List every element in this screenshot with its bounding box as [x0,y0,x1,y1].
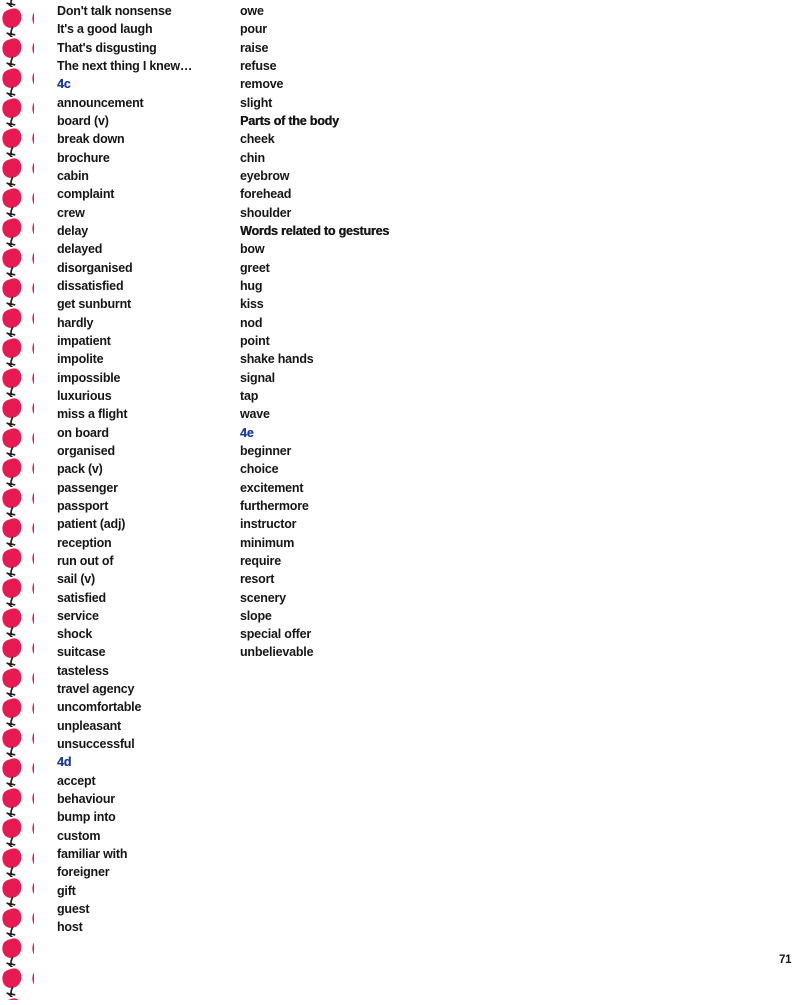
word-entry: refuse [240,58,277,73]
word-entry: raise [240,40,269,55]
word-entry: host [57,920,83,935]
word-entry: wave [240,407,270,422]
word-entry: sail (v) [57,572,95,587]
word-entry: bump into [57,810,116,825]
word-entry: signal [240,370,275,385]
word-entry: minimum [240,535,295,550]
word-entry: announcement [57,95,144,110]
spiral-binding-coil-icon [0,0,34,1000]
word-entry: slope [240,608,272,623]
word-entry: furthermore [240,498,309,513]
word-entry: hug [240,278,263,293]
word-entry: custom [57,828,101,843]
word-entry: shock [57,627,93,642]
word-entry: get sunburnt [57,297,131,312]
spiral-binding [0,0,34,1000]
word-entry: choice [240,462,279,477]
word-entry: unpleasant [57,718,121,733]
word-entry: The next thing I knew… [57,58,193,73]
word-entry: impatient [57,333,111,348]
word-entry: crew [57,205,85,220]
word-entry: pack (v) [57,462,103,477]
word-entry: passenger [57,480,118,495]
section-label: 4d [57,755,72,770]
word-entry: tap [240,388,259,403]
word-entry: cheek [240,132,275,147]
word-entry: luxurious [57,388,112,403]
word-entry: greet [240,260,270,275]
section-label: 4c [57,77,71,92]
word-entry: patient (adj) [57,517,126,532]
word-entry: run out of [57,553,114,568]
category-header: Parts of the body [240,113,339,128]
word-column-left [57,2,257,937]
word-entry: eyebrow [240,168,290,183]
word-entry: satisfied [57,590,106,605]
word-entry: point [240,333,270,348]
word-entry: Don't talk nonsense [57,4,172,18]
word-column-right [240,2,440,662]
word-entry: special offer [240,627,312,642]
word-entry: instructor [240,517,297,532]
word-entry: slight [240,95,273,110]
word-entry: passport [57,498,109,513]
word-entry: chin [240,150,265,165]
word-entry: board (v) [57,113,109,128]
word-entry: shoulder [240,205,292,220]
word-entry: foreigner [57,865,110,880]
word-entry: It's a good laugh [57,22,153,37]
word-entry: travel agency [57,682,135,697]
word-entry: miss a flight [57,407,128,422]
word-entry: suitcase [57,645,106,660]
word-entry: remove [240,77,284,92]
page-number: 71 [779,954,792,966]
word-entry: break down [57,132,125,147]
word-entry: gift [57,883,76,898]
word-entry: shake hands [240,352,314,367]
word-entry: guest [57,902,90,917]
word-entry: nod [240,315,263,330]
word-entry: excitement [240,480,304,495]
word-entry: unbelievable [240,645,314,660]
word-entry: kiss [240,297,264,312]
word-entry: That's disgusting [57,40,157,55]
word-entry: dissatisfied [57,278,124,293]
word-entry: organised [57,443,115,458]
word-entry: unsuccessful [57,737,135,752]
category-header: Words related to gestures [240,223,389,238]
word-entry: scenery [240,590,286,605]
word-entry: impolite [57,352,104,367]
word-entry: complaint [57,187,115,202]
word-entry: bow [240,242,265,257]
word-entry: reception [57,535,112,550]
word-entry: uncomfortable [57,700,142,715]
word-entry: familiar with [57,847,128,862]
word-entry: beginner [240,443,292,458]
word-entry: tasteless [57,663,109,678]
word-entry: delay [57,223,88,238]
word-entry: cabin [57,168,89,183]
word-entry: owe [240,4,264,18]
word-entry: require [240,553,281,568]
word-entry: behaviour [57,792,115,807]
word-entry: service [57,608,99,623]
word-entry: resort [240,572,275,587]
word-entry: accept [57,773,96,788]
word-entry: forehead [240,187,292,202]
word-entry: disorganised [57,260,133,275]
word-entry: brochure [57,150,110,165]
word-entry: pour [240,22,267,37]
word-entry: on board [57,425,109,440]
word-entry: impossible [57,370,121,385]
word-entry: delayed [57,242,103,257]
word-entry: hardly [57,315,94,330]
section-label: 4e [240,425,254,440]
